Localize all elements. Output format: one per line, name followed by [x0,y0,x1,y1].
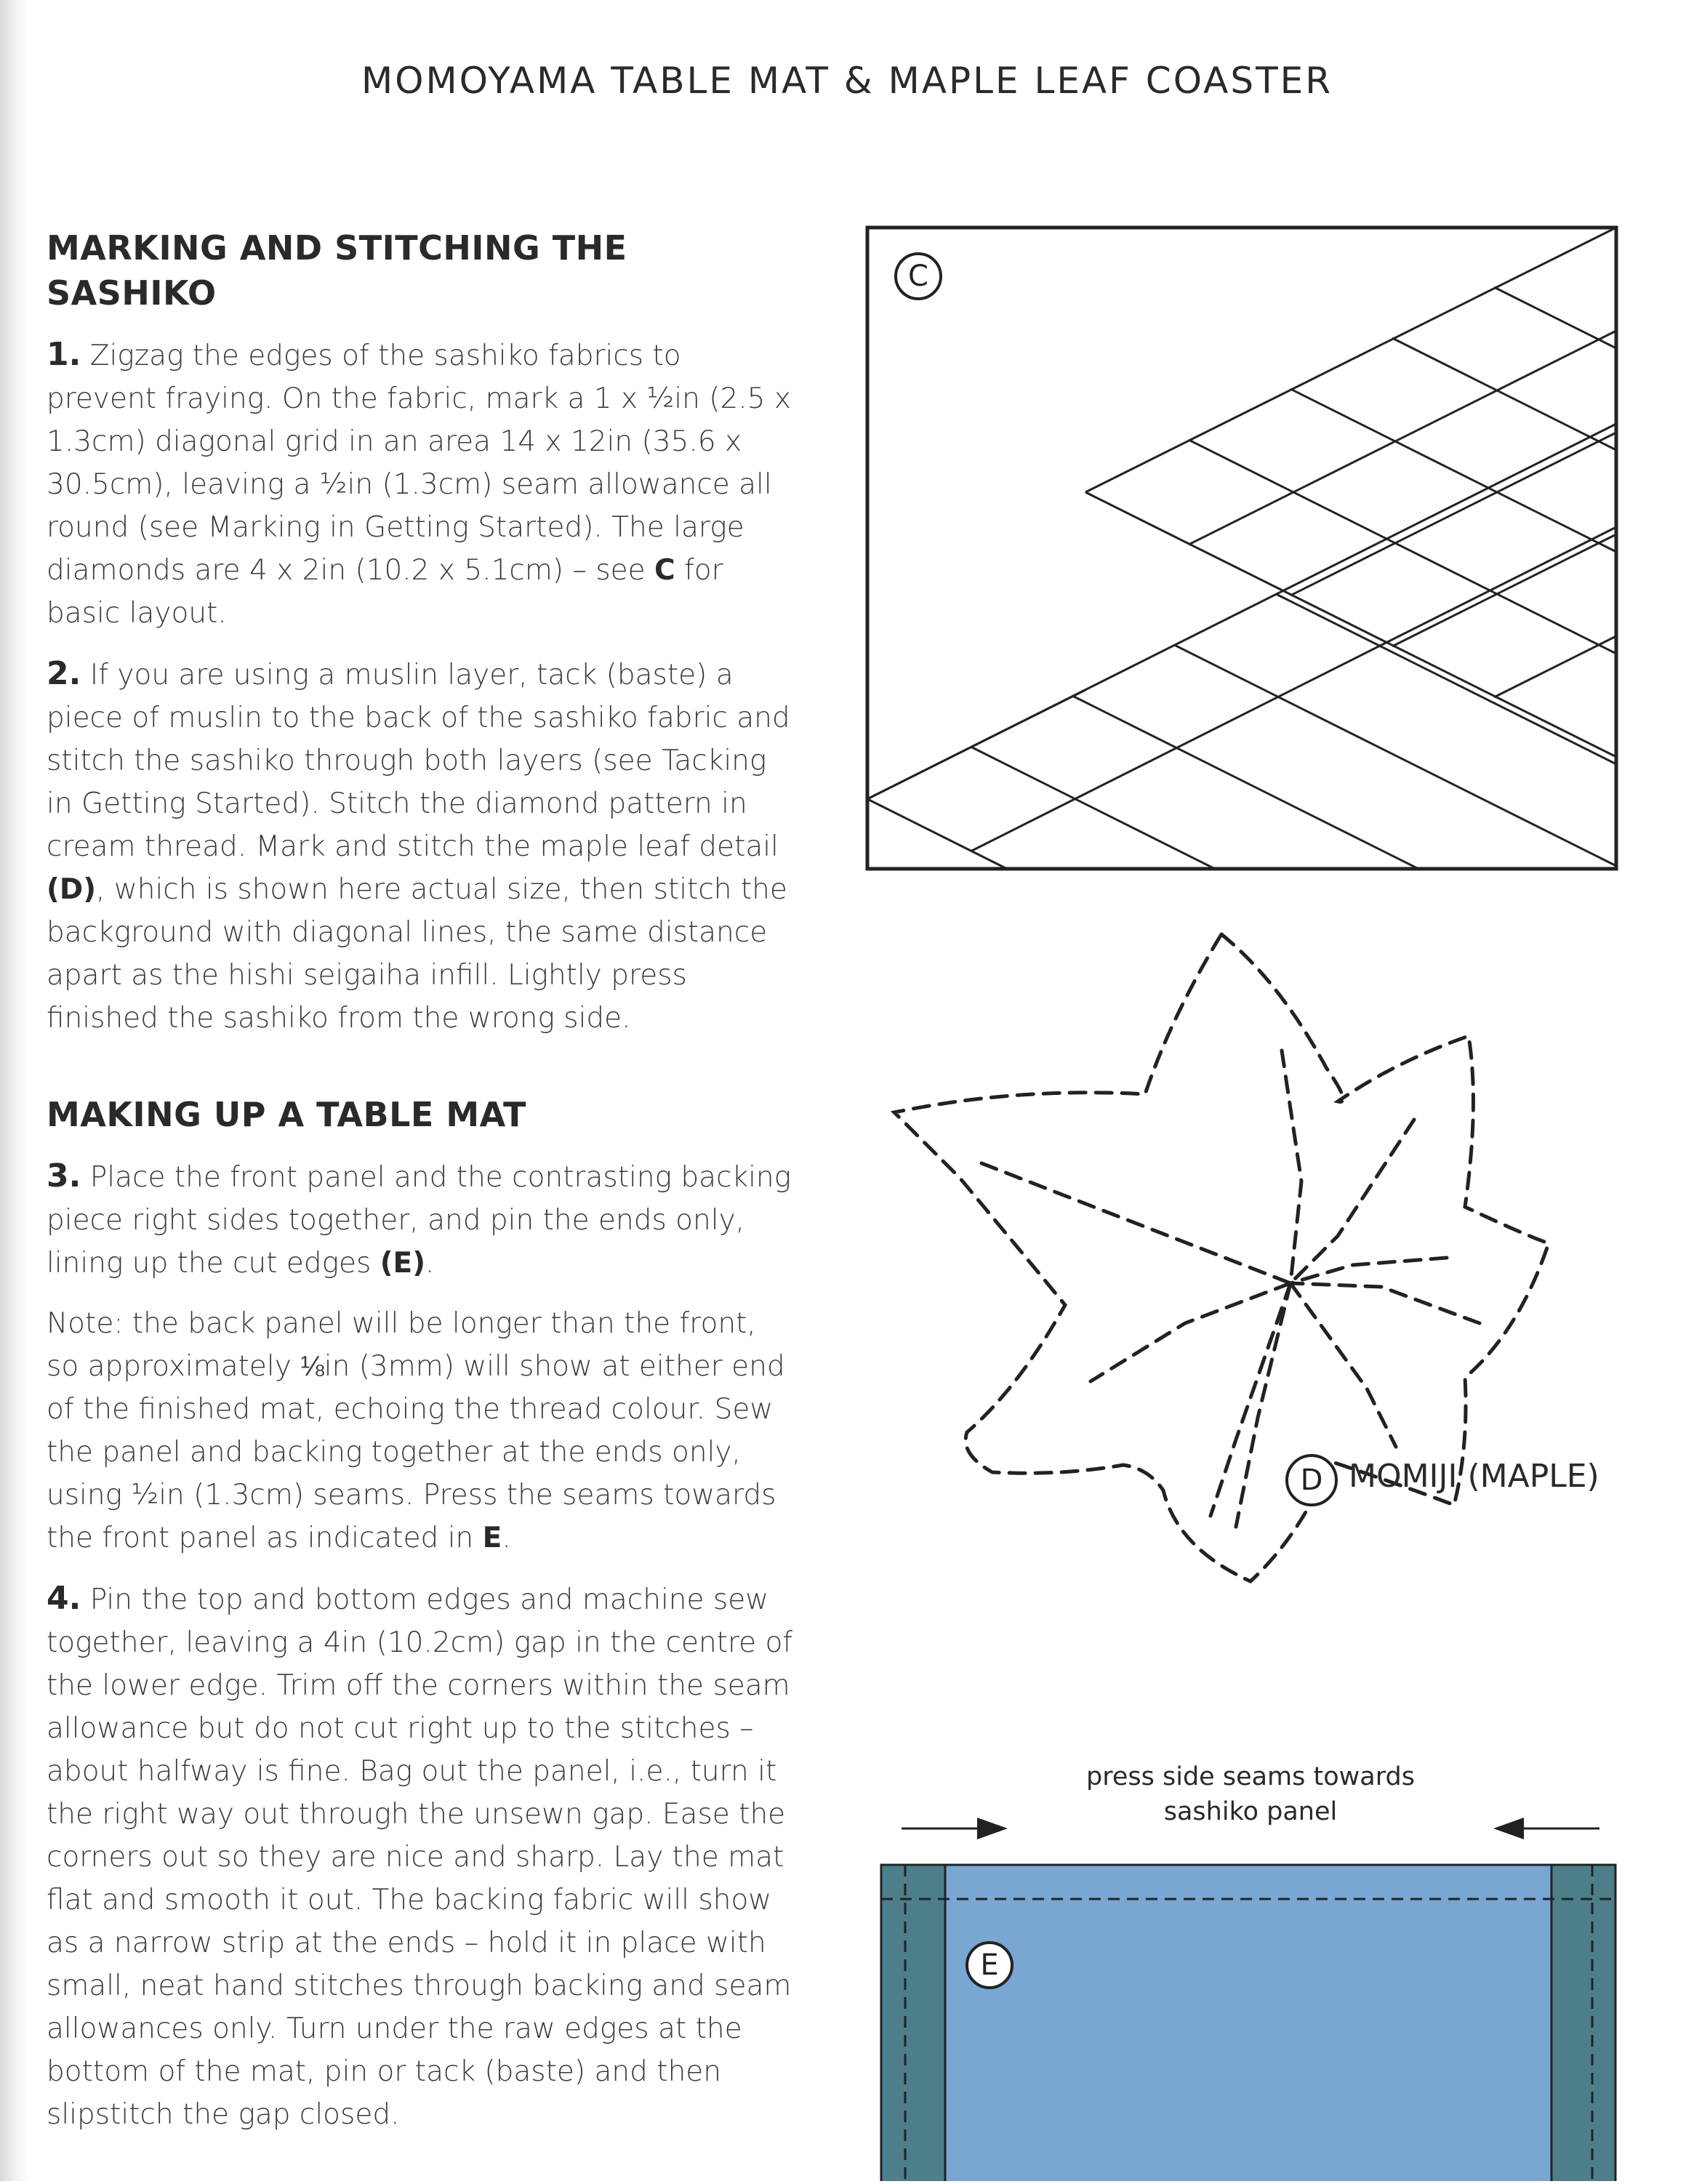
step-number: 2. [47,655,81,692]
grid-line [1085,228,1616,492]
section-title-making-up: MAKING UP A TABLE MAT [47,1095,527,1134]
backing-strip-left [881,1865,945,2181]
figure-d-caption: MOMIJI (MAPLE) [1349,1458,1599,1495]
note-paragraph: Note: the back panel will be longer than the front, so approximately ⅛in (3mm) will show at either end of the finished mat, echoing the thread colour. Sew the panel and backing together at the ends only, using ½in (1.3cm) seams. Press the seams towards the front panel as indicated in E. [47,1307,785,1554]
step-4: 4. Pin the top and bottom edges and machine sew together, leaving a 4in (10.2cm) gap in the centre of the lower edge. Trim off the corners within the seam allowance but do not cut right up to the stitches – about halfway is fine. Bag out the panel, i.e., turn it the right way out through the unsewn gap. Ease the corners out so they are nice and sharp. Lay the mat flat and smooth it out. The backing fabric will show as a narrow strip at the ends – hold it in place with small, neat hand stitches through backing and seam allowances only. Turn under the raw edges at the bottom of the mat, pin or tack (baste) and then slipstitch the gap closed. [47,1580,793,2131]
grid-line [1392,338,1616,450]
step-2: 2. If you are using a muslin layer, tack (baste) a piece of muslin to the back of the sashiko fabric and stitch the sashiko through both layers (see Tacking in Getting Started). Stitch the diamond pattern in cream thread. Mark and stitch the maple leaf detail (D), which is shown here actual size, then stitch the background with diagonal lines, the same distance apart as the hishi seigaiha infill. Lightly press finished the sashiko from the wrong side. [47,655,790,1035]
running-head: MOMOYAMA TABLE MAT & MAPLE LEAF COASTER [361,60,1333,102]
diamond-grid-diagram [862,222,1625,876]
grid-line [1085,492,1616,757]
maple-leaf-diagram [872,923,1625,1650]
step-number: 1. [47,336,81,373]
grid-line [1189,331,1616,545]
figure-label-c: C [894,252,942,300]
grid-line [1494,287,1616,348]
grid-line [867,424,1616,799]
figure-label-e: E [966,1941,1013,1989]
step-1: 1. Zigzag the edges of the sashiko fabrics to prevent fraying. On the fabric, mark a 1 x ½in (2.5 x 1.3cm) diagonal grid in an area 14 x 12in (35.6 x 30.5cm), leaving a ½in (1.3cm) seam allowance all round (see Marking in Getting Started). The large diamonds are 4 x 2in (10.2 x 5.1cm) – see C for basic layout. [47,336,791,630]
step-number: 3. [47,1157,81,1195]
leaf-vein [1290,1283,1480,1323]
leaf-vein [1282,1051,1301,1283]
sashiko-panel [881,1865,1615,2181]
grid-border [867,228,1616,869]
diamond-lines [867,228,1616,869]
grid-line [971,747,1215,869]
grid-line [1392,534,1616,646]
press-seams-note: press side seams towards sashiko panel [1086,1762,1415,1826]
instructions-column [47,225,795,2153]
grid-line [1174,645,1616,866]
grid-line [1072,696,1418,869]
page-gutter-shadow [0,0,29,2181]
step-number: 4. [47,1580,81,1617]
leaf-vein [1290,1120,1414,1283]
grid-line [867,799,1007,869]
backing-strip-right [1552,1865,1615,2181]
leaf-vein [1211,1283,1290,1516]
figure-d-maple-leaf [872,923,1625,1650]
figure-e-table-mat [872,1759,1625,2181]
step-3: 3. Place the front panel and the contrasting backing piece right sides together, and pin the ends only, lining up the cut edges (E). [47,1157,792,1280]
leaf-vein [1236,1283,1290,1527]
figure-c-diamond-layout [862,222,1625,876]
grid-line [971,527,1616,851]
figure-label-d: D [1285,1454,1338,1506]
leaf-vein [982,1163,1290,1283]
grid-line [1189,440,1616,654]
leaf-vein [1290,1283,1396,1447]
section-title-marking: MARKING AND STITCHING THE SASHIKO [47,228,627,313]
